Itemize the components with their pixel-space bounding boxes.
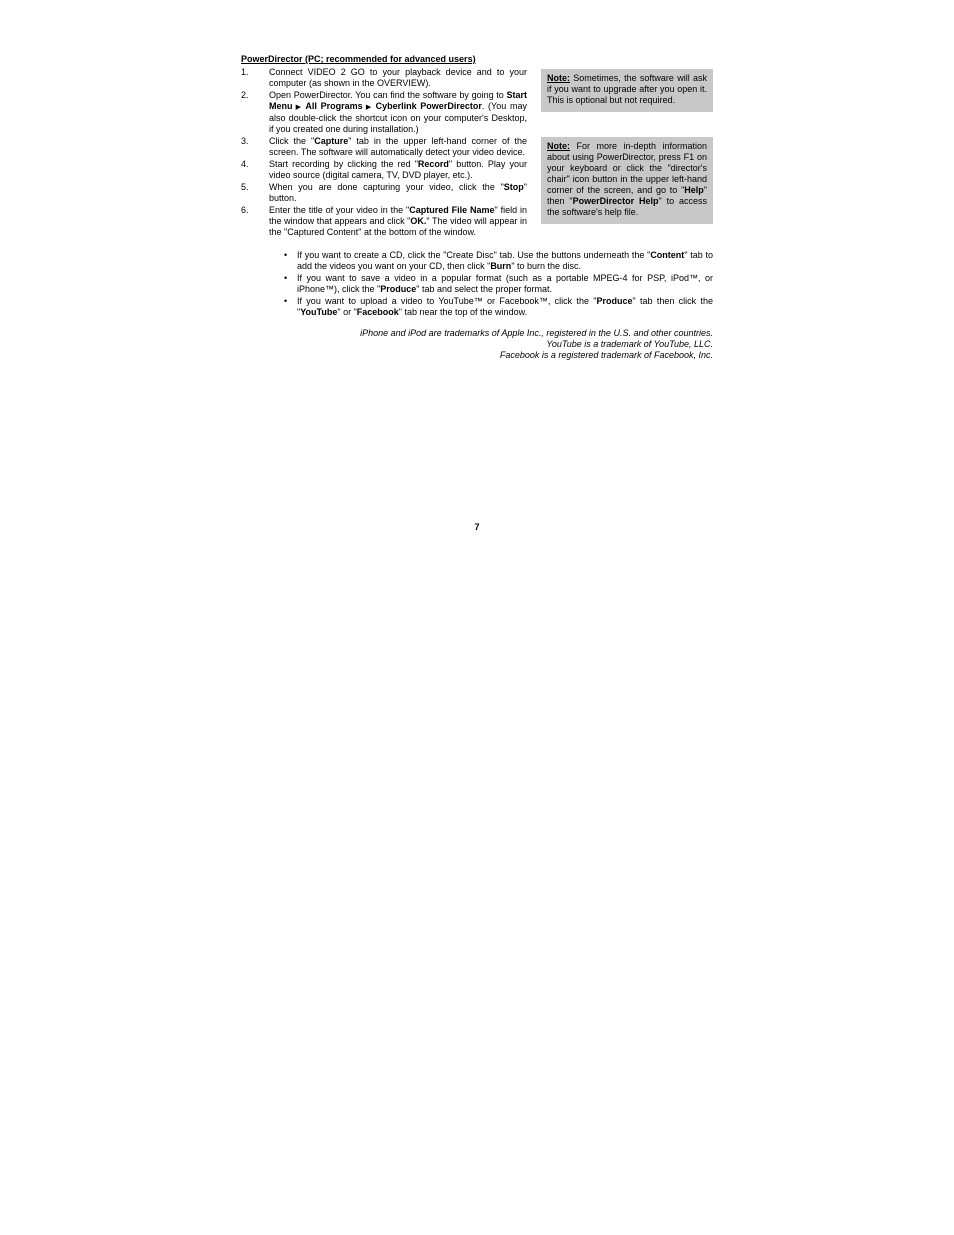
text-run: " or " — [337, 307, 357, 317]
text-run: " then " — [547, 185, 707, 206]
text-run: " The video will appear in the "Captured Content" at the bottom of the window. — [269, 216, 527, 237]
option-item — [284, 250, 713, 272]
bold-term: Start Menu — [269, 90, 527, 111]
bold-term: Facebook — [356, 307, 399, 317]
step-item — [241, 159, 527, 181]
bullet-icon: • — [284, 296, 288, 306]
text-run: " tab then click the " — [297, 296, 713, 317]
note-label: Note: — [547, 141, 570, 151]
text-run: If you want to upload a video to YouTube™ or Facebook™, click the " — [297, 296, 597, 306]
arrow-right-icon: ▶ — [362, 104, 376, 111]
bold-term: Produce — [596, 296, 633, 306]
step-item — [241, 67, 527, 89]
bold-term: YouTube — [300, 307, 338, 317]
note-text — [547, 141, 707, 217]
text-run: Enter the title of your video in the " — [269, 205, 410, 215]
step-number: 5. — [241, 182, 249, 192]
section-heading: PowerDirector (PC; recommended for advanced users) — [241, 54, 476, 64]
note-box-upgrade — [541, 69, 713, 112]
text-run: When you are done capturing your video, click the " — [269, 182, 504, 192]
text-run: If you want to save a video in a popular format (such as a portable MPEG-4 for PSP, iPod™, or iPhone™), click the " — [297, 273, 713, 294]
text-run: Sometimes, the software will ask if you want to upgrade after you open it. This is optional but not required. — [547, 73, 707, 105]
step-item — [241, 90, 527, 135]
option-item — [284, 296, 713, 318]
step-item — [241, 182, 527, 204]
bold-term: PowerDirector Help — [572, 196, 659, 206]
option-item — [284, 273, 713, 295]
note-text — [547, 73, 707, 105]
arrow-right-icon: ▶ — [292, 104, 306, 111]
trademark-line: Facebook is a registered trademark of Facebook, Inc. — [499, 350, 713, 360]
trademark-line: iPhone and iPod are trademarks of Apple Inc., registered in the U.S. and other countries. — [360, 328, 713, 338]
step-text — [269, 136, 527, 158]
step-text — [269, 159, 527, 181]
text-run: " tab and select the proper format. — [416, 284, 553, 294]
bold-term: OK. — [410, 216, 427, 226]
text-run: Open PowerDirector. You can find the software by going to — [269, 90, 507, 100]
note-box-help — [541, 137, 713, 224]
bold-term: Captured File Name — [409, 205, 495, 215]
step-item — [241, 136, 527, 158]
option-text — [297, 250, 713, 272]
text-run: " field in the window that appears and click " — [269, 205, 527, 226]
step-item — [241, 205, 527, 238]
bold-term: Record — [417, 159, 449, 169]
step-text — [269, 67, 527, 89]
step-text — [269, 205, 527, 238]
steps-list — [241, 67, 527, 239]
step-text — [269, 90, 527, 135]
step-text — [269, 182, 527, 204]
text-run: . (You may also double-click the shortcut icon on your computer's Desktop, if you created one during installation.) — [269, 101, 527, 134]
step-number: 2. — [241, 90, 249, 100]
option-text — [297, 273, 713, 295]
bold-term: Burn — [490, 261, 512, 271]
text-run: " button. — [269, 182, 527, 203]
text-run: For more in-depth information about using PowerDirector, press F1 on your keyboard or click the "director's chair" icon button in the upper left-hand corner of the screen, and go to " — [547, 141, 707, 195]
text-run: Click the " — [269, 136, 315, 146]
bold-term: Capture — [314, 136, 349, 146]
text-run: " button. Play your video source (digital camera, TV, DVD player, etc.). — [269, 159, 527, 180]
text-run: Connect VIDEO 2 GO to your playback device and to your computer (as shown in the OVERVIEW). — [269, 67, 527, 88]
text-run: " to access the software's help file. — [547, 196, 707, 217]
option-text — [297, 296, 713, 318]
bullet-icon: • — [284, 250, 288, 260]
text-run: " tab in the upper left-hand corner of the screen. The software will automatically detect your video device. — [269, 136, 527, 157]
page-number: 7 — [474, 522, 480, 532]
bold-term: All Programs — [305, 101, 363, 111]
step-number: 4. — [241, 159, 249, 169]
step-number: 6. — [241, 205, 249, 215]
text-run: " tab near the top of the window. — [398, 307, 528, 317]
bold-term: Produce — [380, 284, 417, 294]
text-run: If you want to create a CD, click the "Create Disc" tab. Use the buttons underneath the " — [297, 250, 651, 260]
text-run: Start recording by clicking the red " — [269, 159, 418, 169]
step-number: 1. — [241, 67, 249, 77]
step-number: 3. — [241, 136, 249, 146]
trademark-notice — [300, 328, 713, 361]
options-list — [284, 250, 713, 319]
trademark-line: YouTube is a trademark of YouTube, LLC. — [546, 339, 713, 349]
text-run: " tab to add the videos you want on your CD, then click " — [297, 250, 714, 271]
bullet-icon: • — [284, 273, 288, 283]
bold-term: Content — [650, 250, 685, 260]
bold-term: Stop — [503, 182, 524, 192]
bold-term: Cyberlink PowerDirector — [375, 101, 482, 111]
text-run: " to burn the disc. — [511, 261, 582, 271]
bold-term: Help — [684, 185, 704, 195]
note-label: Note: — [547, 73, 570, 83]
